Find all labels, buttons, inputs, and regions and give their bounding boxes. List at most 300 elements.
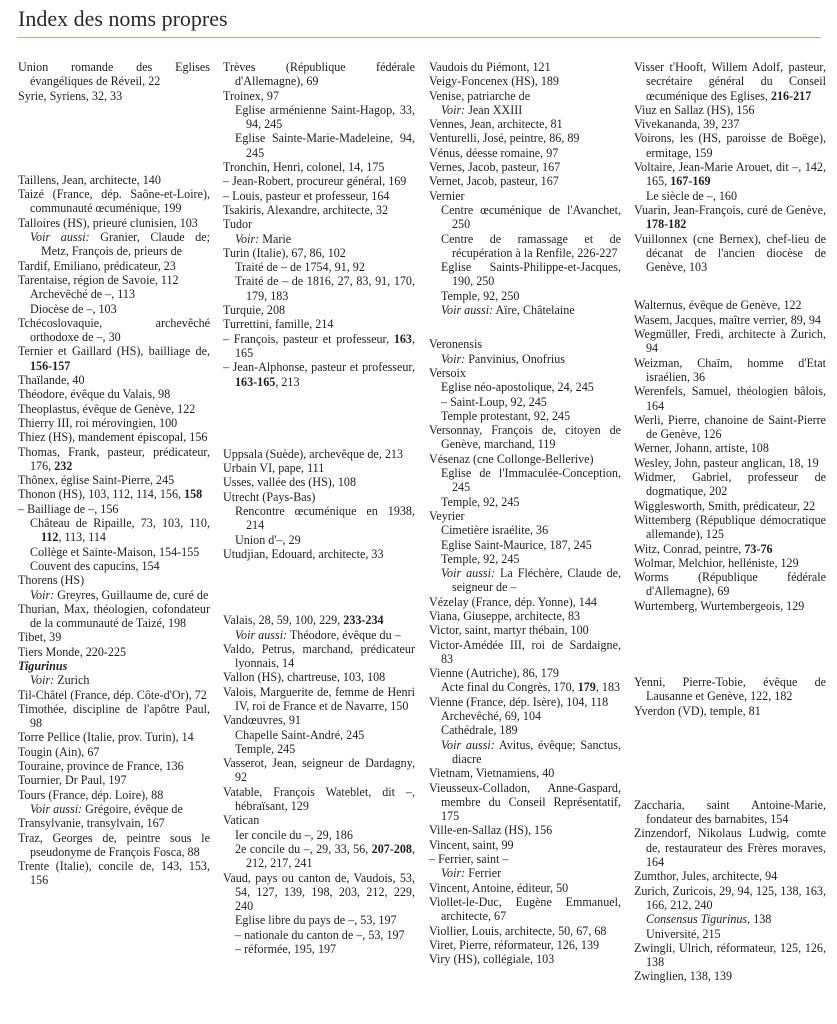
index-entry	[429, 174, 621, 188]
entry-text: – Jean-Robert, procureur général, 169	[223, 174, 407, 189]
entry-text: Viry (HS), collégiale, 103	[429, 952, 555, 967]
entry-text: Cimetière israélite, 36	[441, 523, 549, 538]
entry-text: Voir aussi:	[30, 230, 90, 245]
index-entry	[429, 423, 621, 452]
entry-text: Troinex, 97	[223, 88, 279, 103]
entry-text: Trente (Italie), concile de, 143, 153, 156	[18, 859, 210, 888]
index-entry	[223, 871, 415, 914]
entry-text: Ferrier	[465, 866, 502, 881]
index-entry	[18, 816, 210, 830]
entry-text: Vatable, François Wateblet, dit –, hébraïsant, 129	[223, 784, 415, 814]
entry-text: Aïre, Châtelaine	[493, 303, 575, 318]
index-entry	[223, 303, 415, 317]
entry-text: Valdo, Petrus, marchand, prédicateur lyonnais, 14	[223, 641, 415, 671]
index-column-3	[429, 60, 621, 1020]
index-entry	[634, 798, 826, 827]
index-entry	[223, 670, 415, 684]
entry-text: Vézelay (France, dép. Yonne), 144	[429, 594, 597, 609]
entry-text: Vernes, Jacob, pasteur, 167	[429, 160, 561, 175]
index-subentry	[441, 495, 621, 509]
entry-text: Tudor	[223, 217, 253, 232]
index-entry	[634, 298, 826, 312]
index-entry	[223, 642, 415, 671]
index-subentry	[30, 302, 210, 316]
entry-text: Vieusseux-Colladon, Anne-Gaspard, membre du Conseil Représentatif, 175	[429, 780, 621, 824]
entry-text: Union romande des Eglises évangéliques de Réveil, 22	[18, 60, 210, 89]
entry-text: Traité de – de 1816, 27, 83, 91, 170, 179, 183	[235, 274, 415, 303]
entry-text: Avitus, évêque; Sanctus, diacre	[452, 737, 622, 766]
index-entry	[18, 645, 210, 659]
entry-text: Panvinius, Onofrius	[465, 351, 565, 366]
index-entry	[429, 623, 621, 637]
index-entry	[429, 895, 621, 924]
index-subentry	[646, 912, 826, 926]
entry-text: Syrie, Syriens, 32, 33	[18, 88, 123, 103]
index-entry	[634, 941, 826, 970]
letter-gap	[634, 274, 826, 298]
entry-text: Witz, Conrad, peintre,	[634, 541, 745, 556]
entry-text: Granier, Claude de; Metz, François de, prieurs de	[41, 230, 211, 259]
entry-text: Acte final du Congrès, 170,	[441, 680, 578, 695]
entry-text: Vincent, saint, 99	[429, 837, 514, 852]
entry-text: , 165	[235, 331, 415, 360]
index-entry	[223, 713, 415, 727]
entry-text: Wegmüller, Fredi, architecte à Zurich, 94	[634, 327, 826, 356]
index-subentry	[30, 802, 210, 816]
entry-text: Venise, patriarche de	[429, 88, 531, 103]
entry-text: Grégoire, évêque de	[82, 801, 183, 816]
index-entry	[634, 542, 826, 556]
index-entry	[429, 666, 621, 680]
index-entry	[429, 189, 621, 203]
index-column-4	[634, 60, 826, 1020]
entry-text: 179	[577, 680, 596, 695]
entry-text: Voir aussi:	[441, 566, 496, 581]
entry-text: Wolmar, Melchior, helléniste, 129	[634, 555, 799, 570]
entry-text: Eglise libre du pays de –, 53, 197	[235, 913, 397, 928]
index-entry	[429, 609, 621, 623]
entry-text: Marie	[259, 231, 292, 246]
index-entry	[223, 332, 415, 361]
entry-text: , 113, 114	[58, 530, 106, 545]
entry-text: Yverdon (VD), temple, 81	[634, 703, 761, 718]
entry-text: Timothée, discipline de l'apôtre Paul, 98	[18, 701, 210, 731]
index-subentry	[30, 287, 210, 301]
index-entry	[18, 759, 210, 773]
entry-text: Viollier, Louis, architecte, 50, 67, 68	[429, 923, 607, 938]
entry-text: Voir aussi:	[441, 303, 494, 318]
index-subentry	[30, 673, 210, 687]
entry-text: La Fléchère, Claude de, seigneur de –	[452, 566, 622, 595]
index-entry	[223, 547, 415, 561]
index-entry	[429, 131, 621, 145]
index-entry	[18, 573, 210, 587]
entry-text: Veronensis	[429, 337, 483, 352]
index-entry	[429, 337, 621, 351]
entry-text: Vandœuvres, 91	[223, 713, 301, 728]
entry-text: Voir aussi:	[30, 801, 83, 816]
entry-text: Ville-en-Sallaz (HS), 156	[429, 823, 553, 838]
page-title: Index des noms propres	[18, 6, 228, 31]
entry-text: Zurich	[54, 673, 90, 688]
entry-text: Viret, Pierre, réformateur, 126, 139	[429, 937, 600, 952]
index-subentry	[441, 395, 621, 409]
entry-text: Theoplastus, évêque de Genève, 122	[18, 401, 196, 416]
entry-text: Voir aussi:	[441, 737, 495, 752]
entry-text: Centre de ramassage et de récupération à la Renfile, 226-227	[441, 231, 621, 260]
entry-text: Zwinglien, 138, 139	[634, 969, 733, 984]
entry-text: Centre œcuménique de l'Avanchet, 250	[441, 202, 621, 232]
index-entry	[18, 745, 210, 759]
entry-text: 163	[393, 331, 412, 346]
entry-text: Widmer, Gabriel, professeur de dogmatique, 202	[634, 470, 826, 499]
index-subentry	[441, 303, 621, 317]
index-subentry	[235, 728, 415, 742]
index-entry	[223, 756, 415, 785]
entry-text: Wesley, John, pasteur anglican, 18, 19	[634, 455, 819, 470]
entry-text: Rencontre œcuménique en 1938, 214	[235, 504, 415, 533]
entry-text: – Ferrier, saint –	[429, 852, 509, 867]
index-entry	[18, 831, 210, 860]
entry-text: Eglise de l'Immaculée-Conception, 245	[441, 466, 621, 495]
entry-text: Tchécoslovaquie, archevêché orthodoxe de –, 30	[18, 315, 210, 345]
index-entry	[429, 60, 621, 74]
index-entry	[18, 273, 210, 287]
entry-text: Trèves (République fédérale d'Allemagne), 69	[223, 60, 415, 89]
entry-text: Vaud, pays ou canton de, Vaudois, 53, 54, 127, 139, 198, 203, 212, 229, 240	[223, 870, 415, 914]
index-entry	[18, 259, 210, 273]
entry-text: Zwingli, Ulrich, réformateur, 125, 126, 138	[634, 940, 826, 970]
index-subentry	[441, 289, 621, 303]
index-subentry	[30, 559, 210, 573]
entry-text: Uppsala (Suède), archevêque de, 213	[223, 446, 403, 461]
index-entry	[223, 813, 415, 827]
index-entry	[223, 461, 415, 475]
entry-text: Voir:	[441, 351, 466, 366]
entry-text: Vénus, déesse romaine, 97	[429, 145, 559, 160]
index-entry	[429, 74, 621, 88]
entry-text: Vietnam, Vietnamiens, 40	[429, 766, 555, 781]
entry-text: Diocèse de –, 103	[30, 301, 117, 316]
entry-text: Temple, 92, 250	[441, 288, 520, 303]
entry-text: Til-Châtel (France, dép. Côte-d'Or), 72	[18, 687, 207, 702]
index-subentry	[235, 232, 415, 246]
entry-text: , 183	[595, 680, 621, 695]
index-entry	[18, 430, 210, 444]
index-entry	[429, 924, 621, 938]
entry-text: Le siècle de –, 160	[646, 188, 738, 203]
entry-text: Urbain VI, pape, 111	[223, 461, 325, 476]
entry-text: Eglise Saints-Philippe-et-Jacques, 190, 250	[441, 260, 621, 289]
index-entry	[634, 232, 826, 275]
entry-text: Zumthor, Jules, architecte, 94	[634, 869, 778, 884]
index-entry	[634, 599, 826, 613]
index-entry	[18, 473, 210, 487]
entry-text: – Jean-Alphonse, pasteur et professeur,	[223, 360, 415, 375]
entry-text: Vernier	[429, 188, 465, 203]
entry-text: Voir:	[30, 587, 55, 602]
index-entry	[429, 766, 621, 780]
index-entry	[223, 490, 415, 504]
index-subentry	[441, 103, 621, 117]
index-subentry	[235, 913, 415, 927]
index-subentry	[235, 533, 415, 547]
index-entry	[634, 826, 826, 869]
entry-text: Jean XXIII	[465, 102, 523, 117]
index-subentry	[441, 409, 621, 423]
entry-text: Vernet, Jacob, pasteur, 167	[429, 174, 559, 189]
entry-text: Usses, vallée des (HS), 108	[223, 475, 357, 490]
entry-text: Union d'–, 29	[235, 532, 301, 547]
entry-text: Venturelli, José, peintre, 86, 89	[429, 131, 580, 146]
index-entry	[223, 60, 415, 89]
index-entry	[18, 630, 210, 644]
index-subentry	[646, 189, 826, 203]
entry-text: Valais, 28, 59, 100, 229,	[223, 613, 344, 628]
entry-text: Yenni, Pierre-Tobie, évêque de Lausanne et Genève, 122, 182	[634, 674, 826, 704]
index-entry	[18, 187, 210, 216]
index-entry	[634, 160, 826, 189]
index-entry	[18, 859, 210, 888]
entry-text: Turin (Italie), 67, 86, 102	[223, 245, 346, 260]
entry-text: Talloires (HS), prieuré clunisien, 103	[18, 215, 198, 230]
entry-text: Taillens, Jean, architecte, 140	[18, 172, 161, 187]
index-entry	[429, 117, 621, 131]
entry-text: Ier concile du –, 29, 186	[235, 827, 353, 842]
index-entry	[18, 659, 210, 673]
entry-text: 216-217	[770, 88, 812, 103]
index-entry	[634, 513, 826, 542]
entry-text: – nationale du canton de –, 53, 197	[235, 927, 405, 942]
entry-text: Eglise Sainte-Marie-Madeleine, 94, 245	[235, 131, 415, 160]
index-subentry	[441, 680, 621, 694]
entry-text: Vésenaz (cne Collonge-Bellerive)	[429, 451, 594, 466]
entry-text: Thiez (HS), mandement épiscopal, 156	[18, 430, 208, 445]
entry-text: Utrecht (Pays-Bas)	[223, 489, 316, 504]
entry-text: 73-76	[744, 541, 773, 556]
index-subentry	[235, 103, 415, 132]
entry-text: Théodore, évêque du –	[287, 627, 401, 642]
index-subentry	[235, 131, 415, 160]
index-entry	[429, 852, 621, 866]
index-entry	[634, 203, 826, 232]
index-subentry	[235, 274, 415, 303]
index-subentry	[235, 942, 415, 956]
index-entry	[223, 189, 415, 203]
index-entry	[634, 441, 826, 455]
entry-text: , 212, 217, 241	[246, 841, 415, 871]
index-entry	[634, 499, 826, 513]
index-subentry	[441, 466, 621, 495]
index-entry	[429, 595, 621, 609]
index-subentry	[441, 232, 621, 261]
entry-text: Tournier, Dr Paul, 197	[18, 773, 127, 788]
entry-text: Veyrier	[429, 508, 465, 523]
index-entry	[429, 938, 621, 952]
entry-text: Tigurinus	[18, 658, 68, 673]
index-entry	[634, 869, 826, 883]
entry-text: 178-182	[646, 217, 687, 232]
entry-text: Thierry III, roi mérovingien, 100	[18, 415, 178, 430]
index-subentry	[235, 842, 415, 871]
index-subentry	[30, 516, 210, 545]
index-subentry	[441, 538, 621, 552]
index-entry	[18, 730, 210, 744]
index-entry	[223, 317, 415, 331]
entry-text: Taizé (France, dép. Saône-et-Loire), communauté œcuménique, 199	[18, 187, 210, 216]
index-entry	[18, 487, 210, 501]
entry-text: Voir:	[441, 102, 466, 117]
index-subentry	[441, 866, 621, 880]
entry-text: Touraine, province de France, 136	[18, 759, 184, 774]
index-entry	[429, 695, 621, 709]
entry-text: Tarentaise, région de Savoie, 112	[18, 272, 179, 287]
index-entry	[223, 203, 415, 217]
entry-text: Tiers Monde, 220-225	[18, 644, 127, 659]
index-entry	[223, 174, 415, 188]
entry-text: Voirons, les (HS, paroisse de Boëge), ermitage, 159	[634, 131, 826, 160]
entry-text: Thonon (HS), 103, 112, 114, 156,	[18, 487, 185, 502]
index-entry	[18, 788, 210, 802]
entry-text: Utudjian, Edouard, architecte, 33	[223, 546, 384, 561]
entry-text: Ternier et Gaillard (HS), bailliage de,	[18, 344, 210, 359]
entry-text: 167-169	[670, 174, 711, 189]
index-entry	[429, 160, 621, 174]
entry-text: Vuarin, Jean-François, curé de Genève,	[634, 202, 826, 217]
entry-text: – François, pasteur et professeur,	[223, 331, 394, 346]
entry-text: Thorens (HS)	[18, 573, 85, 588]
index-entry	[429, 838, 621, 852]
entry-text: Viuz en Sallaz (HS), 156	[634, 102, 755, 117]
index-entry	[634, 413, 826, 442]
index-entry	[18, 373, 210, 387]
entry-text: – Louis, pasteur et professeur, 164	[223, 188, 390, 203]
index-subentry	[441, 523, 621, 537]
entry-text: Tours (France, dép. Loire), 88	[18, 787, 164, 802]
index-entry	[634, 570, 826, 599]
entry-text: Thomas, Frank, pasteur, prédicateur, 176,	[18, 444, 210, 473]
entry-text: Vienne (France, dép. Isère), 104, 118	[429, 694, 609, 709]
index-entry	[223, 475, 415, 489]
entry-text: Collège et Sainte-Maison, 154-155	[30, 544, 200, 559]
entry-text: Thaïlande, 40	[18, 373, 85, 388]
index-column-2	[223, 60, 415, 1020]
entry-text: Victor-Amédée III, roi de Sardaigne, 83	[429, 637, 621, 666]
entry-text: Couvent des capucins, 154	[30, 558, 160, 573]
entry-text: Archevêché, 69, 104	[441, 709, 542, 724]
index-entry	[634, 884, 826, 913]
entry-text: Voir:	[235, 231, 260, 246]
entry-text: Turrettini, famille, 214	[223, 317, 334, 332]
index-entry	[429, 823, 621, 837]
index-entry	[634, 313, 826, 327]
index-entry	[18, 89, 210, 103]
index-entry	[429, 638, 621, 667]
index-entry	[634, 969, 826, 983]
index-entry	[223, 785, 415, 814]
entry-text: Wigglesworth, Smith, prédicateur, 22	[634, 498, 816, 513]
index-entry	[429, 509, 621, 523]
entry-text: Vatican	[223, 813, 260, 828]
index-entry	[634, 675, 826, 704]
entry-text: Chapelle Saint-André, 245	[235, 727, 365, 742]
entry-text: Voir:	[30, 673, 55, 688]
index-entry	[18, 702, 210, 731]
entry-text: Veigy-Foncenex (HS), 189	[429, 74, 559, 89]
index-entry	[429, 781, 621, 824]
index-entry	[634, 103, 826, 117]
entry-text: Zurich, Zuricois, 29, 94, 125, 138, 163, 166, 212, 240	[634, 883, 826, 912]
index-entry	[634, 556, 826, 570]
index-subentry	[441, 380, 621, 394]
entry-text: Voltaire, Jean-Marie Arouet, dit –, 142, 165,	[634, 160, 826, 189]
entry-text: Zinzendorf, Nikolaus Ludwig, comte de, restaurateur des Frères moraves, 164	[634, 826, 826, 870]
entry-text: Vivekananda, 39, 237	[634, 117, 740, 132]
entry-text: Versonnay, François de, citoyen de Genève, marchand, 119	[429, 423, 621, 452]
index-entry	[18, 602, 210, 631]
index-entry	[223, 613, 415, 627]
index-subentry	[30, 230, 210, 259]
entry-text: Zaccharia, saint Antoine-Marie, fondateur des barnabites, 154	[634, 797, 826, 827]
entry-text: Torre Pellice (Italie, prov. Turin), 14	[18, 730, 194, 745]
entry-text: Tsakiris, Alexandre, architecte, 32	[223, 202, 389, 217]
index-subentry	[441, 352, 621, 366]
entry-text: Vincent, Antoine, éditeur, 50	[429, 880, 569, 895]
entry-text: 158	[184, 487, 203, 502]
index-subentry	[235, 260, 415, 274]
index-subentry	[441, 566, 621, 595]
index-entry	[429, 452, 621, 466]
entry-text: 207-208	[371, 841, 412, 856]
entry-text: Werenfels, Samuel, théologien bâlois, 164	[634, 384, 826, 413]
title-rule	[17, 37, 821, 38]
entry-text: Viollet-le-Duc, Eugène Emmanuel, architecte, 67	[429, 894, 621, 924]
index-subentry	[441, 552, 621, 566]
entry-text: Weizman, Chaïm, homme d'Etat israélien, 36	[634, 355, 826, 384]
index-entry	[634, 117, 826, 131]
index-entry	[429, 146, 621, 160]
entry-text: Université, 215	[646, 926, 721, 941]
index-subentry	[235, 928, 415, 942]
entry-text: Visser t'Hooft, Willem Adolf, pasteur, secrétaire général du Conseil œcuménique des Eglises,	[634, 60, 826, 103]
entry-text: Greyres, Guillaume de, curé de	[54, 587, 209, 602]
entry-text: Tronchin, Henri, colonel, 14, 175	[223, 160, 385, 175]
entry-text: Thônex, église Saint-Pierre, 245	[18, 473, 175, 488]
index-column-1	[18, 60, 210, 1020]
index-subentry	[441, 260, 621, 289]
entry-text: Worms (République fédérale d'Allemagne), 69	[634, 570, 826, 599]
letter-gap	[634, 613, 826, 675]
entry-text: 233-234	[343, 613, 384, 628]
entry-text: Eglise néo-apostolique, 24, 245	[441, 380, 594, 395]
entry-text: , 213	[275, 374, 300, 389]
index-entry	[223, 160, 415, 174]
index-entry	[634, 327, 826, 356]
index-subentry	[30, 545, 210, 559]
entry-text: Tougin (Ain), 67	[18, 744, 100, 759]
entry-text: Temple, 92, 245	[441, 551, 520, 566]
index-entry	[18, 688, 210, 702]
entry-text: Voir aussi:	[235, 627, 288, 642]
entry-text: Eglise arménienne Saint-Hagop, 33, 94, 245	[235, 102, 415, 132]
entry-text: Théodore, évêque du Valais, 98	[18, 387, 171, 402]
entry-text: Werner, Johann, artiste, 108	[634, 441, 769, 456]
index-entry	[18, 402, 210, 416]
entry-text: Voir:	[441, 866, 466, 881]
entry-text: Vuillonnex (cne Bernex), chef-lieu de décanat de l'ancien diocèse de Genève, 103	[634, 231, 826, 275]
entry-text: 232	[54, 458, 73, 473]
entry-text: Temple, 245	[235, 741, 296, 756]
